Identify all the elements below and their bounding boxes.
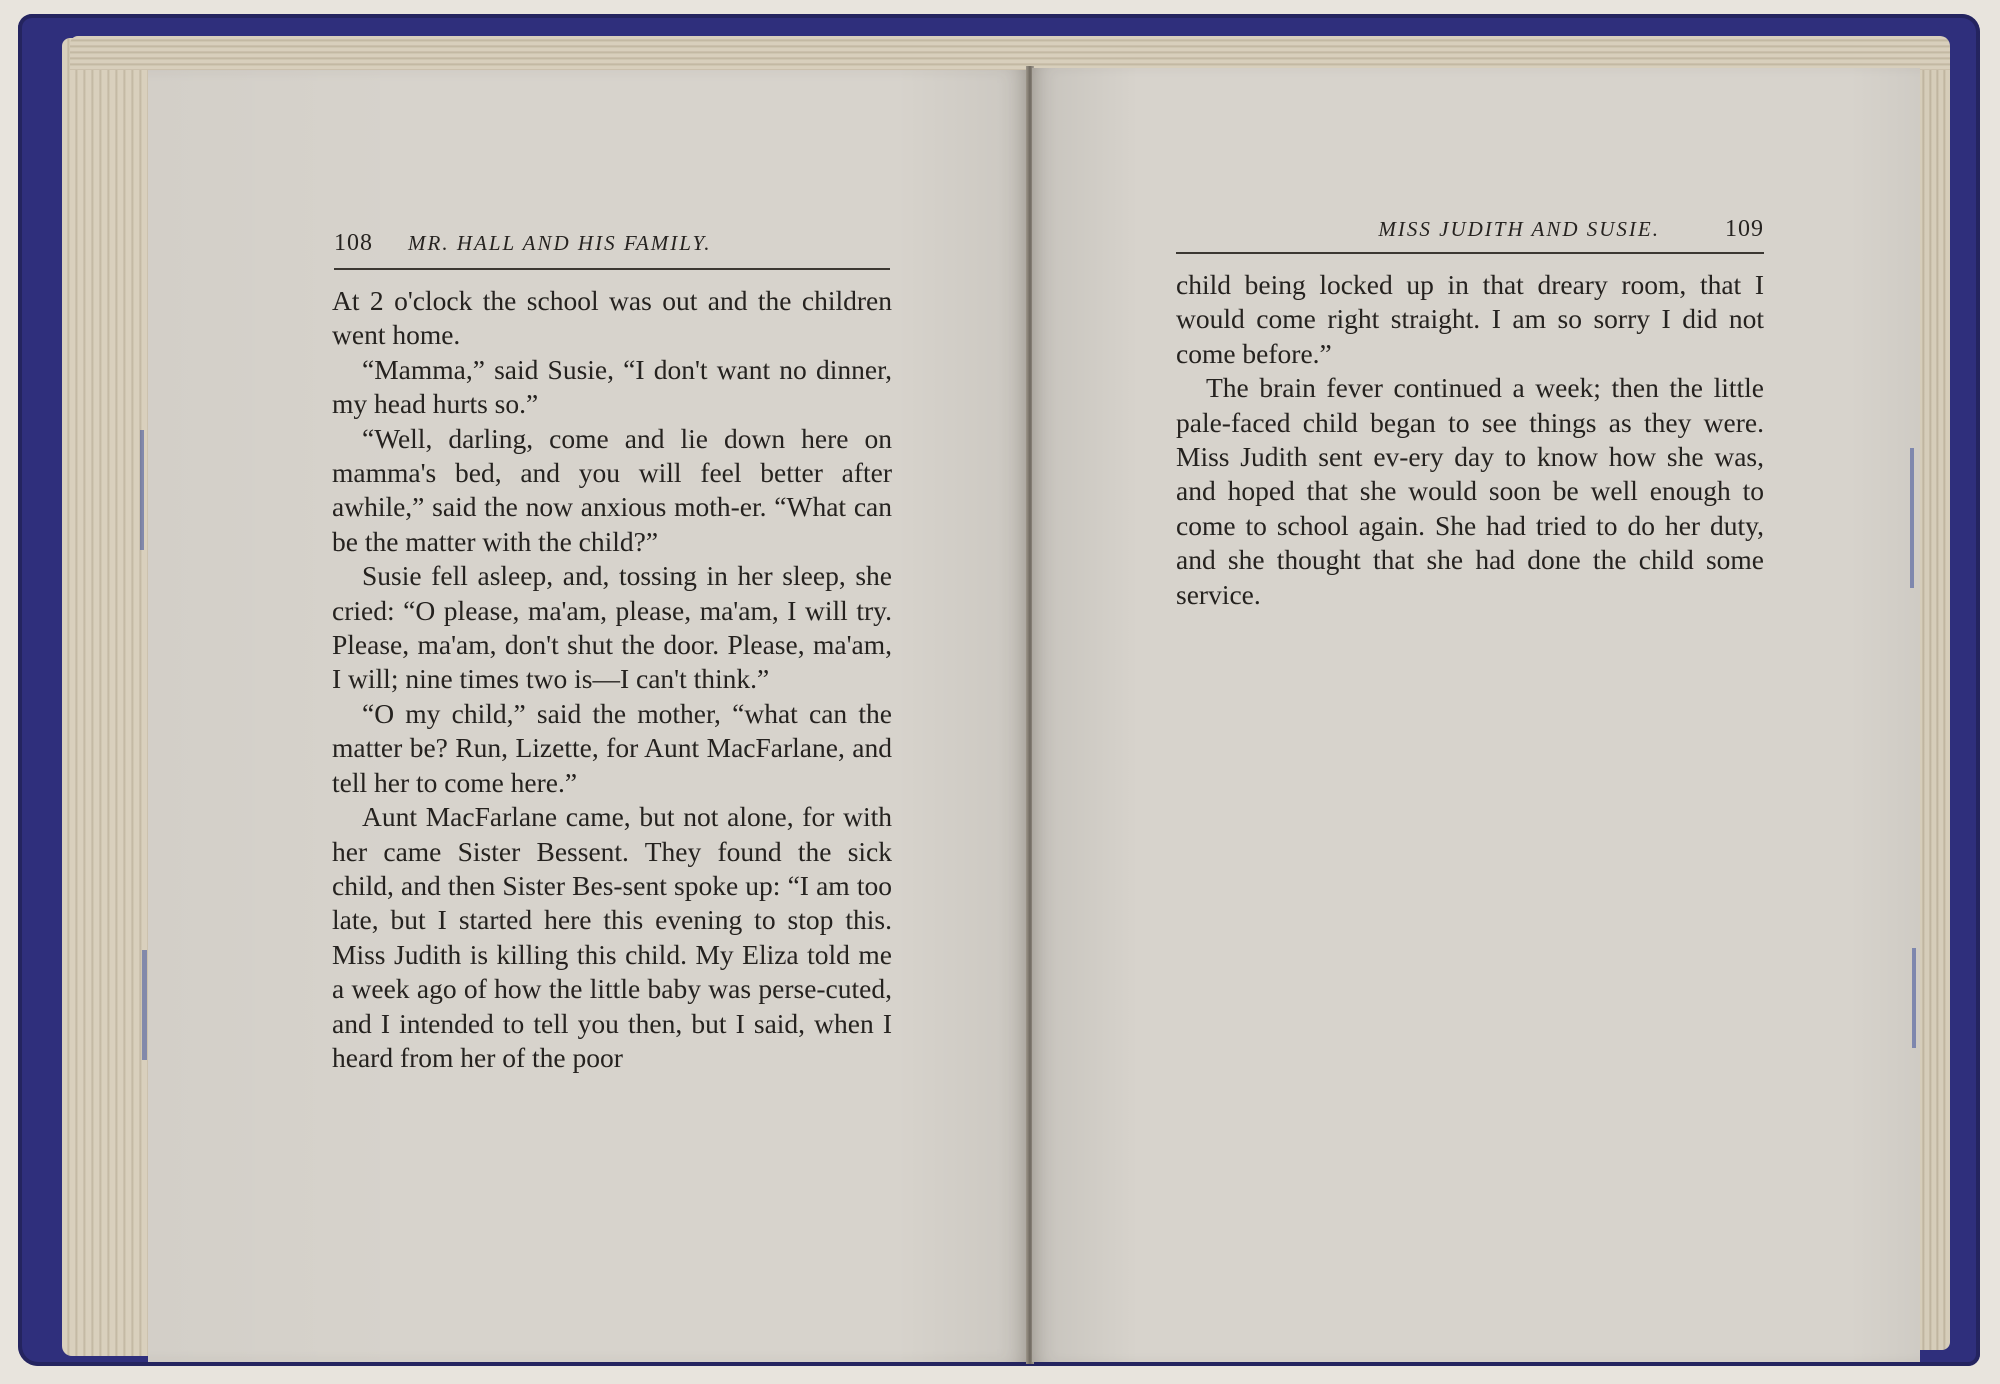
page-edges-top: [70, 36, 1950, 70]
right-paragraph-1: child being locked up in that dreary room, that I would come right straight. I am so sorry I did not come before.”: [1176, 269, 1764, 369]
left-header-rule: [334, 268, 890, 270]
left-paragraph-3: “Well, darling, come and lie down here on mamma's bed, and you will feel better after awhile,” said the now anxious moth-er. “What can be the matter with the child?”: [332, 422, 892, 557]
page-edges-left: [62, 38, 162, 1356]
binding-stain: [1912, 948, 1916, 1048]
right-body-text: [1176, 268, 1764, 612]
left-paragraph-5: “O my child,” said the mother, “what can the matter be? Run, Lizette, for Aunt MacFarlane, and tell her to come here.”: [332, 697, 892, 798]
binding-stain: [1910, 448, 1914, 588]
binding-stain: [142, 950, 147, 1060]
left-running-head: [334, 230, 712, 257]
left-paragraph-1: At 2 o'clock the school was out and the children went home.: [332, 285, 892, 351]
right-paragraph-2: The brain fever continued a week; then the little pale-faced child began to see things as they were. Miss Judith sent ev-ery day to know how she was, and hoped that she would soon be well enough to come to school again. She had tried to do her duty, and she thought that she had done the child some service.: [1176, 372, 1764, 610]
left-page: [148, 70, 1028, 1362]
left-paragraph-6: Aunt MacFarlane came, but not alone, for with her came Sister Bessent. They found the sick child, and then Sister Bes-sent spoke up: “I am too late, but I started here this evening to stop this. Miss Judith is killing this child. My Eliza told me a week ago of how the little baby was perse-cuted, and I intended to tell you then, but I said, when I heard from her of the poor: [332, 801, 892, 1073]
right-header-rule: [1176, 252, 1764, 254]
left-running-title: MR. HALL AND HIS FAMILY.: [408, 231, 712, 255]
right-running-title: MISS JUDITH AND SUSIE.: [1378, 217, 1660, 241]
right-page-number: 109: [1725, 216, 1764, 242]
left-paragraph-4: Susie fell asleep, and, tossing in her sleep, she cried: “O please, ma'am, please, ma'am, I will try. Please, ma'am, don't shut the door. Please, ma'am, I will; nine times two is—I can't think.”: [332, 560, 892, 695]
binding-stain: [140, 430, 144, 550]
left-page-number: 108: [334, 230, 373, 256]
right-page: [1032, 68, 1920, 1362]
right-running-head: [1258, 216, 1764, 243]
left-paragraph-2: “Mamma,” said Susie, “I don't want no dinner, my head hurts so.”: [332, 353, 892, 420]
left-body-text: [332, 284, 892, 1075]
